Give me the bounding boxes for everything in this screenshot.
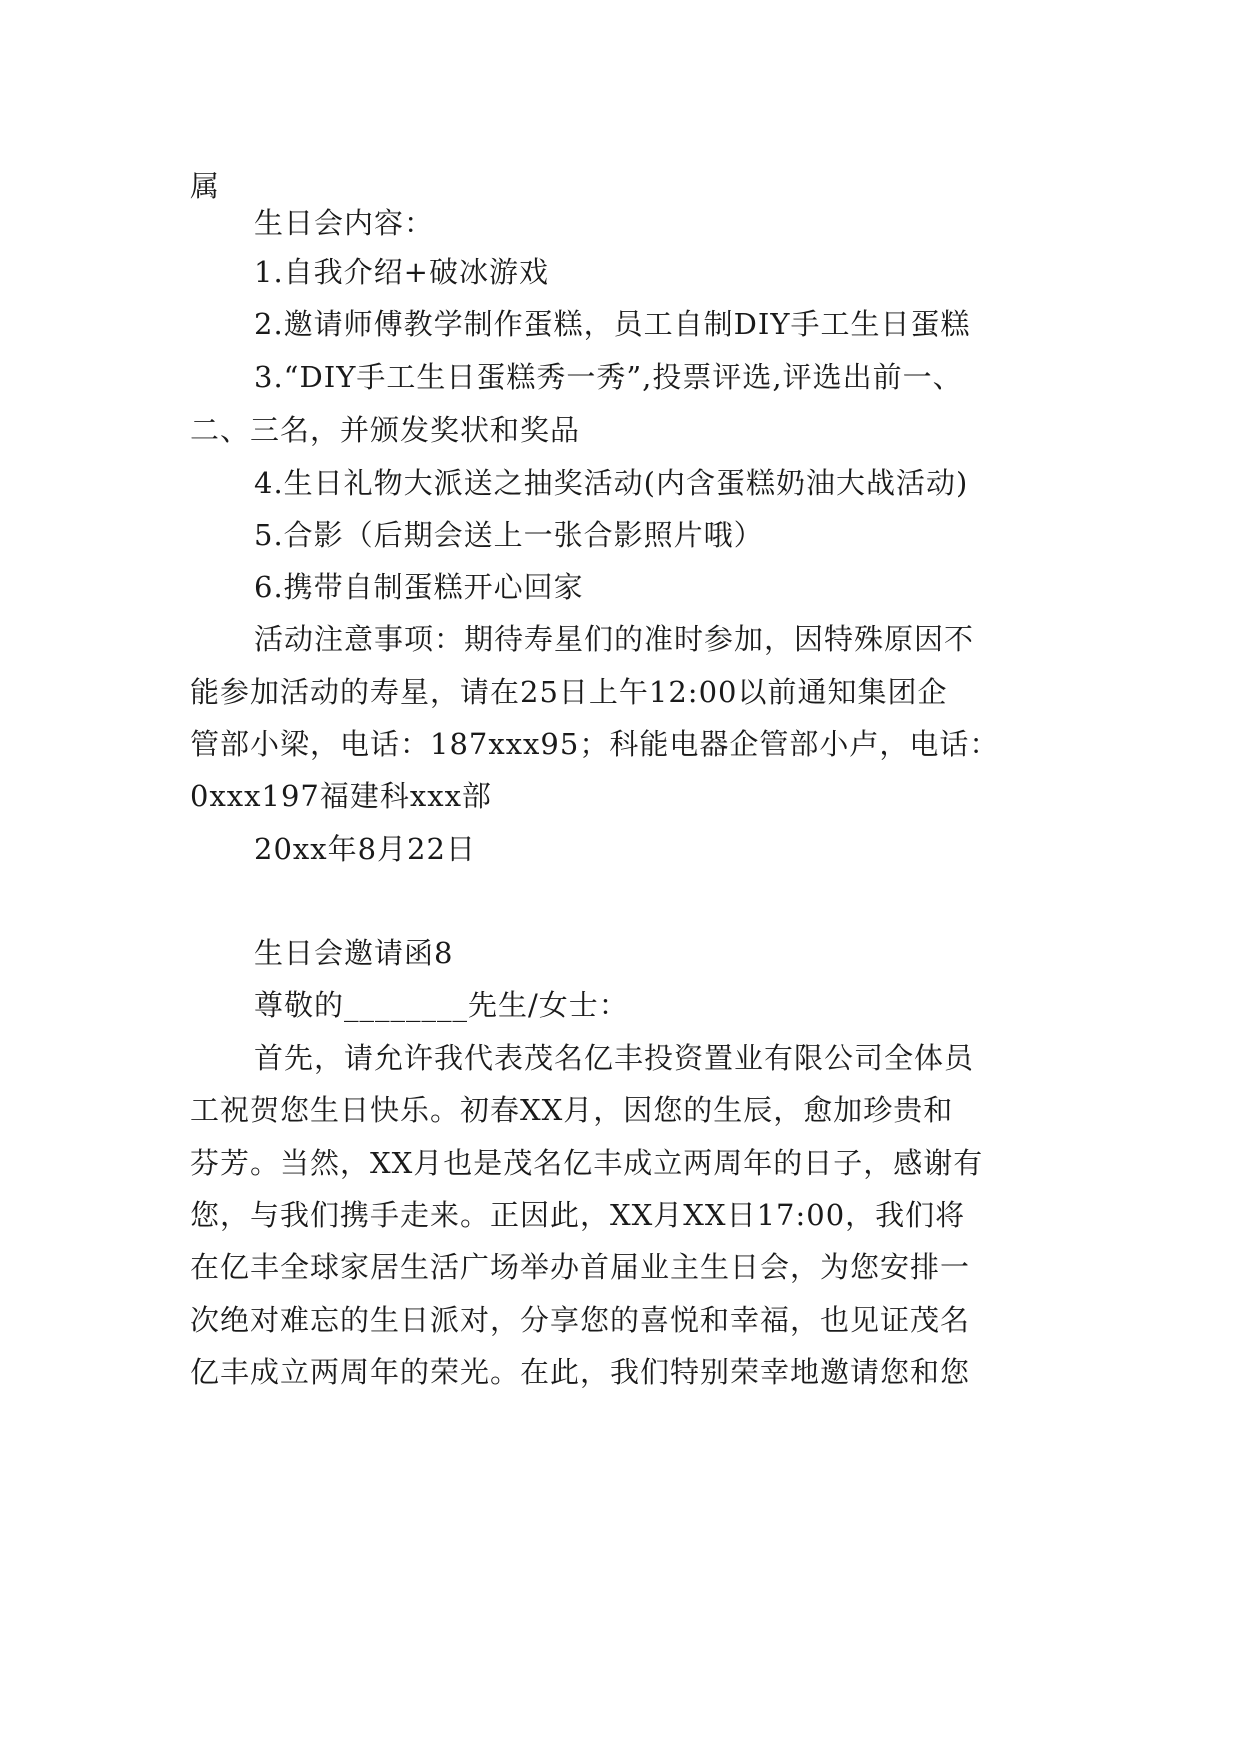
text-line: 管部小梁，电话：187xxx95；科能电器企管部小卢，电话： — [190, 727, 1000, 761]
text-line: 亿丰成立两周年的荣光。在此，我们特别荣幸地邀请您和您 — [190, 1355, 971, 1389]
text-line: 二、三名，并颁发奖状和奖品 — [190, 413, 581, 447]
salutation: 尊敬的________先生/女士： — [254, 988, 629, 1022]
list-item: 3.“DIY手工生日蛋糕秀一秀”,投票评选,评选出前一、 — [254, 360, 963, 394]
date-line: 20xx年8月22日 — [254, 832, 476, 866]
list-item: 6.携带自制蛋糕开心回家 — [254, 570, 584, 604]
text-line: 属 — [190, 169, 221, 203]
text-line: 在亿丰全球家居生活广场举办首届业主生日会，为您安排一 — [190, 1250, 971, 1284]
text-line: 次绝对难忘的生日派对，分享您的喜悦和幸福，也见证茂名 — [190, 1303, 971, 1337]
text-line: 活动注意事项：期待寿星们的准时参加，因特殊原因不 — [254, 622, 975, 656]
list-item: 4.生日礼物大派送之抽奖活动(内含蛋糕奶油大战活动) — [254, 466, 969, 500]
text-line: 您，与我们携手走来。正因此，XX月XX日17:00，我们将 — [190, 1198, 966, 1232]
section-heading: 生日会内容： — [254, 206, 435, 240]
text-line: 0xxx197福建科xxx部 — [190, 779, 492, 813]
text-line: 首先，请允许我代表茂名亿丰投资置业有限公司全体员 — [254, 1041, 975, 1075]
text-line: 芬芳。当然，XX月也是茂名亿丰成立两周年的日子，感谢有 — [190, 1146, 984, 1180]
section-title: 生日会邀请函8 — [254, 936, 454, 970]
list-item: 2.邀请师傅教学制作蛋糕，员工自制DIY手工生日蛋糕 — [254, 307, 971, 341]
list-item: 1.自我介绍+破冰游戏 — [254, 255, 549, 289]
list-item: 5.合影（后期会送上一张合影照片哦） — [254, 518, 764, 552]
text-line: 工祝贺您生日快乐。初春XX月，因您的生辰，愈加珍贵和 — [190, 1093, 954, 1127]
text-line: 能参加活动的寿星，请在25日上午12:00以前通知集团企 — [190, 675, 948, 709]
